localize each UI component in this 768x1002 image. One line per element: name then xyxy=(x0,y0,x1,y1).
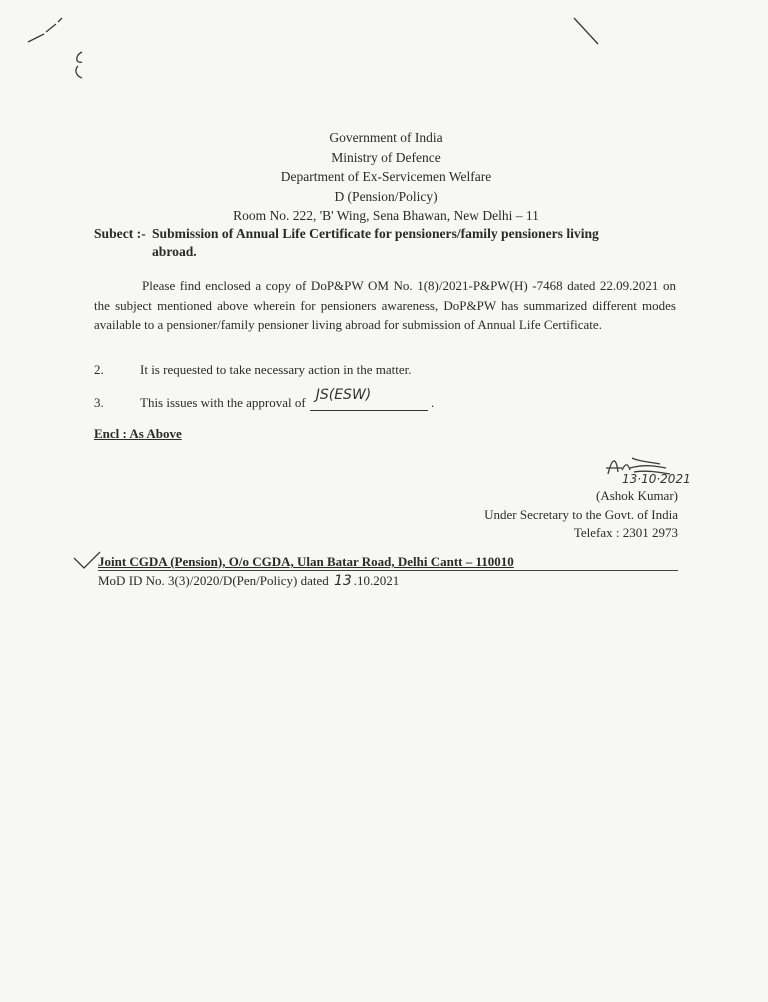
header-line: Government of India xyxy=(329,130,443,145)
subject-text: abroad. xyxy=(152,244,197,259)
signature-date: 13·10·2021 xyxy=(622,472,691,486)
header-line: D (Pension/Policy) xyxy=(334,188,438,204)
margin-pen-mark xyxy=(572,16,602,48)
handwritten-approver: JS(ESW) xyxy=(315,387,372,403)
margin-pen-mark xyxy=(72,50,88,82)
signatory-block xyxy=(484,487,678,543)
mod-id-day: 13 xyxy=(333,573,352,589)
item-number: 3. xyxy=(94,395,104,410)
subject-label: Subect :- xyxy=(94,226,146,241)
approval-blank xyxy=(310,387,428,411)
addressee-underline xyxy=(98,570,678,571)
signatory-designation: Under Secretary to the Govt. of India xyxy=(484,506,678,522)
item-text: It is requested to take necessary action in the matter. xyxy=(140,362,412,377)
body-paragraph: Please find enclosed a copy of DoP&PW OM No. 1(8)/2021-P&PW(H) -7468 dated 22.09.2021 on the subject mentioned above wherein for pensioners awareness, DoP&PW has summarized different modes available to a pensioner/family pensioner living abroad for submission of Annual Life Certificate. xyxy=(94,278,676,333)
item-text-after: . xyxy=(430,395,435,410)
item-text xyxy=(140,387,435,411)
margin-pen-mark xyxy=(26,14,66,48)
letterhead xyxy=(180,128,592,226)
item-number: 2. xyxy=(94,362,104,377)
mod-id-reference xyxy=(98,573,399,589)
addressee: Joint CGDA (Pension), O/o CGDA, Ulan Batar Road, Delhi Cantt – 110010 xyxy=(98,554,514,569)
mod-id-suffix: .10.2021 xyxy=(353,573,400,588)
subject-text: Submission of Annual Life Certificate for pensioners/family pensioners living xyxy=(152,226,599,241)
header-line: Department of Ex-Servicemen Welfare xyxy=(280,169,492,184)
signatory-telefax: Telefax : 2301 2973 xyxy=(573,525,678,540)
header-line: Ministry of Defence xyxy=(331,149,441,165)
mod-id-prefix: MoD ID No. 3(3)/2020/D(Pen/Policy) dated xyxy=(98,573,329,588)
signatory-name: (Ashok Kumar) xyxy=(596,488,678,503)
item-text-before: This issues with the approval of xyxy=(140,395,306,410)
header-line: Room No. 222, 'B' Wing, Sena Bhawan, New Delhi – 11 xyxy=(233,208,539,223)
enclosure-note: Encl : As Above xyxy=(94,426,182,441)
